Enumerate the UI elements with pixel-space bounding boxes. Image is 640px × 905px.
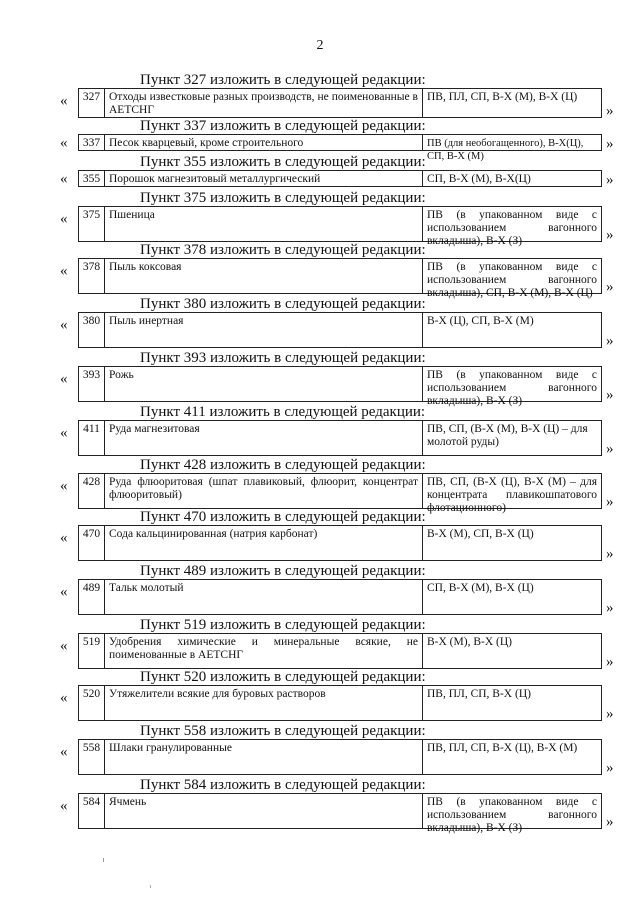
amendment-heading: Пункт 411 изложить в следующей редакции: xyxy=(140,404,426,420)
quote-open: « xyxy=(60,425,68,441)
quote-open: « xyxy=(60,690,68,706)
quote-close: » xyxy=(606,706,614,722)
table-row xyxy=(78,258,602,299)
row-number: 380 xyxy=(79,313,105,347)
quote-close: » xyxy=(606,760,614,776)
quote-close: » xyxy=(606,654,614,670)
quote-open: « xyxy=(60,263,68,279)
wagon-types: ПВ (в упакованном виде с использованием вагонного вкладыша), В-Х (З) xyxy=(427,209,597,247)
cargo-name: Шлаки гранулированные xyxy=(105,740,423,774)
wagon-types: ПВ, ПЛ, СП, В-Х (Ц), В-Х (М) xyxy=(427,742,578,754)
quote-open: « xyxy=(60,211,68,227)
amendment-heading: Пункт 489 изложить в следующей редакции: xyxy=(140,563,426,579)
quote-open: « xyxy=(60,93,68,109)
cargo-name: Отходы известковые разных производств, не поименованные в АЕТСНГ xyxy=(105,89,423,117)
table-row xyxy=(78,206,602,247)
quote-open: « xyxy=(60,744,68,760)
quote-close: » xyxy=(606,333,614,349)
quote-close: » xyxy=(606,546,614,562)
quote-close: » xyxy=(606,387,614,403)
quote-open: « xyxy=(60,798,68,814)
quote-open: « xyxy=(60,584,68,600)
amendment-heading: Пункт 337 изложить в следующей редакции: xyxy=(140,118,426,134)
row-number: 355 xyxy=(79,171,105,186)
table-row xyxy=(78,88,602,118)
cargo-name: Пыль коксовая xyxy=(105,259,423,293)
table-row xyxy=(78,312,602,348)
table-row xyxy=(78,579,602,615)
wagon-types: ПВ (для необогащенного), В-Х(Ц), СП, В-Х (М) xyxy=(427,138,584,162)
amendment-heading: Пункт 520 изложить в следующей редакции: xyxy=(140,669,426,685)
cargo-name: Сода кальцинированная (натрия карбонат) xyxy=(105,526,423,560)
table-row xyxy=(78,473,602,514)
quote-open: « xyxy=(60,530,68,546)
wagon-types: В-Х (М), В-Х (Ц) xyxy=(427,636,512,648)
row-number: 327 xyxy=(79,89,105,117)
cargo-name: Пшеница xyxy=(105,207,423,241)
wagon-types: ПВ (в упакованном виде с использованием вагонного вкладыша), СП, В-Х (М), В-Х (Ц) xyxy=(427,261,597,299)
amendment-heading: Пункт 378 изложить в следующей редакции: xyxy=(140,242,426,258)
row-number: 470 xyxy=(79,526,105,560)
wagon-types: ПВ, ПЛ, СП, В-Х (М), В-Х (Ц) xyxy=(427,91,578,103)
page-number: 2 xyxy=(316,38,324,53)
row-number: 393 xyxy=(79,367,105,401)
wagon-types: СП, В-Х (М), В-Х(Ц) xyxy=(427,173,531,185)
amendment-heading: Пункт 428 изложить в следующей редакции: xyxy=(140,457,426,473)
wagon-types: В-Х (Ц), СП, В-Х (М) xyxy=(427,315,534,327)
table-row xyxy=(78,170,602,187)
cargo-name: Ячмень xyxy=(105,794,423,828)
quote-close: » xyxy=(606,279,614,295)
quote-close: » xyxy=(606,103,614,119)
wagon-types: ПВ (в упакованном виде с использованием вагонного вкладыша), В-Х (З) xyxy=(427,796,597,834)
scan-speck xyxy=(150,885,151,888)
table-row xyxy=(78,525,602,561)
quote-close: » xyxy=(606,494,614,510)
wagon-types: ПВ, ПЛ, СП, В-Х (Ц) xyxy=(427,688,531,700)
wagon-types: СП, В-Х (М), В-Х (Ц) xyxy=(427,582,534,594)
cargo-name: Удобрения химические и минеральные всякие, не поименованные в АЕТСНГ xyxy=(105,634,423,668)
amendment-heading: Пункт 380 изложить в следующей редакции: xyxy=(140,296,426,312)
row-number: 378 xyxy=(79,259,105,293)
wagon-types: ПВ, СП, (В-Х (М), В-Х (Ц) – для молотой руды) xyxy=(427,423,588,448)
row-number: 375 xyxy=(79,207,105,241)
quote-close: » xyxy=(606,600,614,616)
amendment-heading: Пункт 519 изложить в следующей редакции: xyxy=(140,617,426,633)
quote-close: » xyxy=(606,814,614,830)
amendment-heading: Пункт 355 изложить в следующей редакции: xyxy=(140,154,426,170)
row-number: 337 xyxy=(79,135,105,150)
quote-close: » xyxy=(606,441,614,457)
row-number: 428 xyxy=(79,474,105,508)
quote-open: « xyxy=(60,135,68,151)
quote-open: « xyxy=(60,478,68,494)
amendment-heading: Пункт 584 изложить в следующей редакции: xyxy=(140,777,426,793)
row-number: 520 xyxy=(79,686,105,720)
wagon-types: ПВ, СП, (В-Х (Ц), В-Х (М) – для концентрата плавикошпатового флотационного) xyxy=(427,476,597,514)
amendment-heading: Пункт 558 изложить в следующей редакции: xyxy=(140,723,426,739)
quote-open: « xyxy=(60,638,68,654)
row-number: 519 xyxy=(79,634,105,668)
amendment-heading: Пункт 327 изложить в следующей редакции: xyxy=(140,72,426,88)
amendment-heading: Пункт 470 изложить в следующей редакции: xyxy=(140,509,426,525)
cargo-name: Песок кварцевый, кроме строительного xyxy=(105,135,423,150)
table-row xyxy=(78,685,602,721)
cargo-name: Рожь xyxy=(105,367,423,401)
cargo-name: Руда флюоритовая (шпат плавиковый, флюорит, концентрат флюоритовый) xyxy=(105,474,423,508)
quote-close: » xyxy=(606,136,614,152)
cargo-name: Руда магнезитовая xyxy=(105,421,423,455)
row-number: 584 xyxy=(79,794,105,828)
row-number: 489 xyxy=(79,580,105,614)
quote-open: « xyxy=(60,171,68,187)
row-number: 558 xyxy=(79,740,105,774)
table-row xyxy=(78,739,602,775)
amendment-heading: Пункт 393 изложить в следующей редакции: xyxy=(140,350,426,366)
cargo-name: Тальк молотый xyxy=(105,580,423,614)
table-row xyxy=(78,366,602,407)
quote-close: » xyxy=(606,172,614,188)
quote-open: « xyxy=(60,371,68,387)
table-row xyxy=(78,420,602,456)
amendment-heading: Пункт 375 изложить в следующей редакции: xyxy=(140,190,426,206)
quote-close: » xyxy=(606,227,614,243)
cargo-name: Порошок магнезитовый металлургический xyxy=(105,171,423,186)
wagon-types: В-Х (М), СП, В-Х (Ц) xyxy=(427,528,534,540)
quote-open: « xyxy=(60,317,68,333)
table-row xyxy=(78,633,602,669)
cargo-name: Пыль инертная xyxy=(105,313,423,347)
row-number: 411 xyxy=(79,421,105,455)
scan-speck xyxy=(103,858,104,862)
cargo-name: Утяжелители всякие для буровых растворов xyxy=(105,686,423,720)
table-row xyxy=(78,793,602,834)
wagon-types: ПВ (в упакованном виде с использованием вагонного вкладыша), В-Х (З) xyxy=(427,369,597,407)
